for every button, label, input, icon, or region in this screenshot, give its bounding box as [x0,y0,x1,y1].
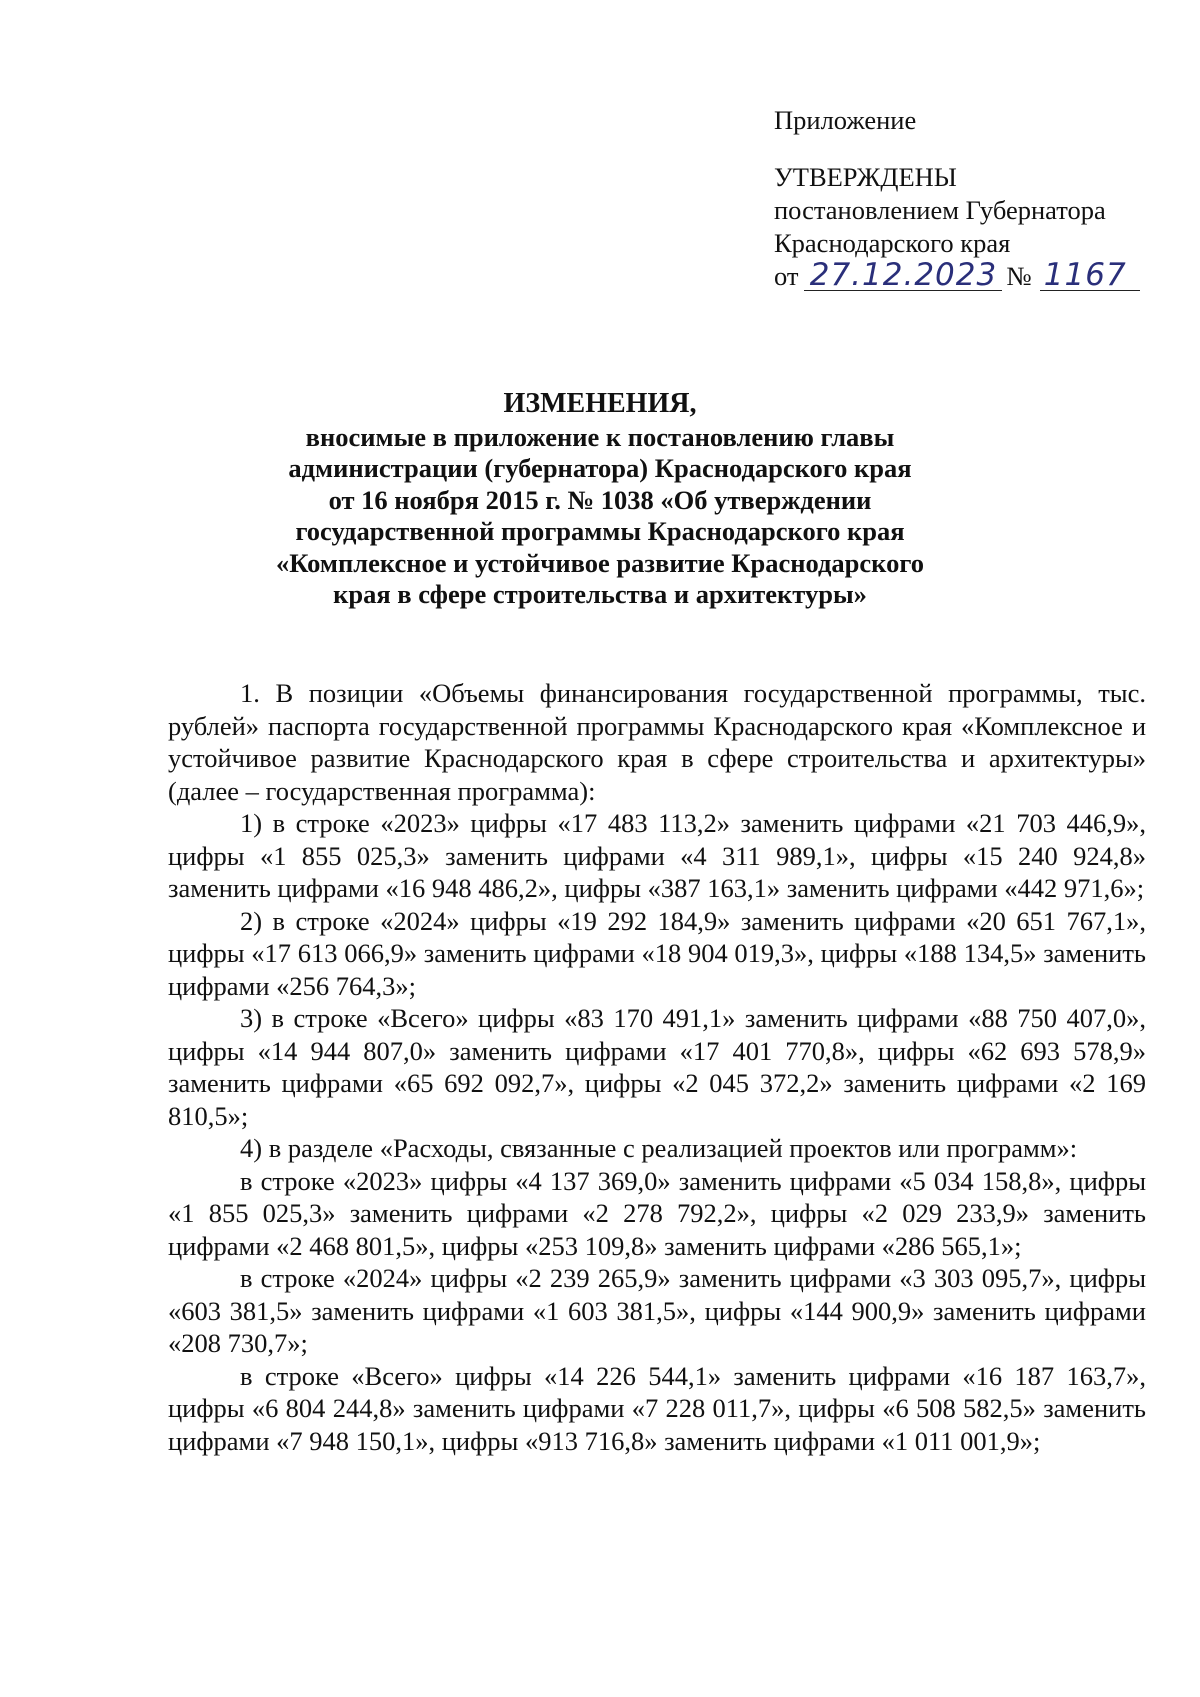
title-line: государственной программы Краснодарского края [295,516,905,546]
body-paragraph: 2) в строке «2024» цифры «19 292 184,9» заменить цифрами «20 651 767,1», цифры «17 613 066,9» заменить цифрами «18 904 019,3», цифры «188 134,5» заменить цифрами «256 764,3»; [168,905,1146,1001]
body-paragraph: в строке «2023» цифры «4 137 369,0» заменить цифрами «5 034 158,8», цифры «1 855 025,3» заменить цифрами «2 278 792,2», цифры «2 029 233,9» заменить цифрами «2 468 801,5», цифры «253 109,8» заменить цифрами «286 565,1»; [168,1165,1146,1261]
body-paragraph: 4) в разделе «Расходы, связанные с реализацией проектов или программ»: [240,1133,1078,1163]
body-paragraph: 1) в строке «2023» цифры «17 483 113,2» заменить цифрами «21 703 446,9», цифры «1 855 025,3» заменить цифрами «4 311 989,1», цифры «15 240 924,8» заменить цифрами «16 948 486,2», цифры «387 163,1» заменить цифрами «442 971,6»; [168,808,1146,903]
document-body [168,677,1146,1457]
title-line: «Комплексное и устойчивое развитие Краснодарского [276,547,924,578]
body-paragraph: в строке «2024» цифры «2 239 265,9» заменить цифрами «3 303 095,7», цифры «603 381,5» заменить цифрами «1 603 381,5», цифры «144 900,9» заменить цифрами «208 730,7»; [168,1263,1146,1358]
body-paragraph: 3) в строке «Всего» цифры «83 170 491,1» заменить цифрами «88 750 407,0», цифры «14 944 807,0» заменить цифрами «17 401 770,8», цифры «62 693 578,9» заменить цифрами «65 692 092,7», цифры «2 045 372,2» заменить цифрами «2 169 810,5»; [168,1003,1146,1131]
appendix-label: Приложение [774,105,917,135]
title-line: от 16 ноября 2015 г. № 1038 «Об утверждении [328,484,872,515]
approved-by-line-2: Краснодарского края [774,228,1011,258]
title-line: вносимые в приложение к постановлению главы [305,421,895,452]
body-paragraph: в строке «Всего» цифры «14 226 544,1» заменить цифрами «16 187 163,7», цифры «6 804 244,8» заменить цифрами «7 228 011,7», цифры «6 508 582,5» заменить цифрами «7 948 150,1», цифры «913 716,8» заменить цифрами «1 011 001,9»; [168,1360,1146,1456]
handwritten-number: 1167 [1040,260,1140,291]
approval-stamp [774,104,1140,293]
number-sign: № [1006,261,1032,291]
approved-label: УТВЕРЖДЕНЫ [774,162,957,192]
title-line: администрации (губернатора) Краснодарского края [288,453,912,483]
handwritten-date: 27.12.2023 [804,260,1002,291]
title-line: края в сфере строительства и архитектуры» [333,579,867,609]
approved-by-line-1: постановлением Губернатора [774,195,1106,225]
date-number-line [774,257,1140,293]
document-title [120,388,1080,611]
body-paragraph: 1. В позиции «Объемы финансирования государственной программы, тыс. рублей» паспорта государственной программы Краснодарского края «Комплексное и устойчивое развитие Краснодарского края в сфере строительства и архитектуры» (далее – государственная программа): [168,678,1146,806]
date-prefix: от [774,261,799,291]
title-main: ИЗМЕНЕНИЯ, [503,388,697,419]
